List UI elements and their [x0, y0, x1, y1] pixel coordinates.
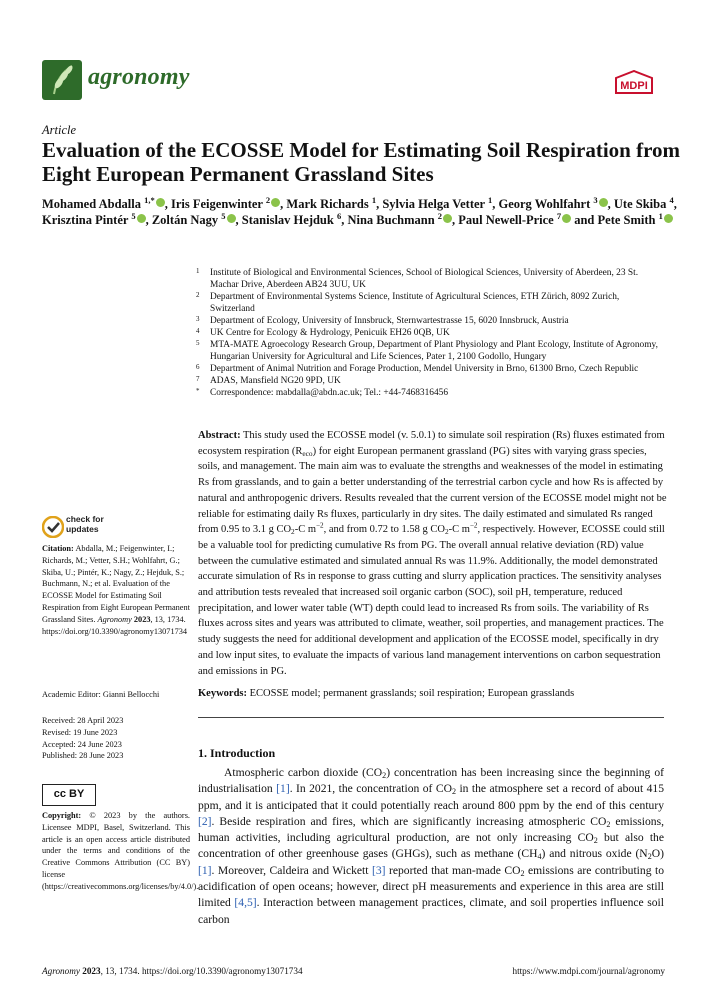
author-name: Georg Wohlfahrt	[498, 197, 591, 211]
date-accepted: Accepted: 24 June 2023	[42, 739, 122, 749]
publication-dates	[42, 715, 190, 762]
author-name: Pete Smith	[597, 213, 656, 227]
author-affiliation-mark: 1	[487, 194, 493, 205]
introduction-text: Atmospheric carbon dioxide $(CO_2)$ concentration has been increasing since the beginning of industrialisation [1]. In 2021, the concentration of $CO_2$ in the atmosphere set a record of about 415 ppm, and it is anticipated that it could potentially reach around 800 ppm by the end of this century [2]. Beside respiration and fires, which are significantly increasing atmospheric $CO_2$ emissions, human activities, including agricultural production, are not only increasing $CO_2$ but also the concentration of other greenhouse gases (GHGs), such as methane $(CH_4)$ and nitrous oxide $(N_2O)$ [1]. Moreover, Caldeira and Wickett [3] reported that man-made $CO_2$ emissions are contributing to acidification of open oceans; however, direct pH measurements and experience in this area are still limited [4,5]. Interaction between management practices, climate, and soil properties influence soil carbon	[198, 766, 665, 926]
section-heading: 1. Introduction	[198, 746, 276, 760]
author-affiliation-mark: 4	[669, 194, 674, 205]
affiliation-number: 7	[196, 375, 200, 383]
affiliation-item	[196, 363, 666, 375]
affiliation-number: 6	[196, 363, 200, 371]
affiliation-number: 3	[196, 315, 200, 323]
authors-and: and	[574, 213, 595, 227]
author-affiliation-mark: 1	[371, 194, 377, 205]
divider	[198, 717, 664, 718]
orcid-icon[interactable]	[271, 198, 280, 207]
check-for-updates-icon[interactable]	[42, 516, 64, 538]
author-name: Mark Richards	[286, 197, 369, 211]
abstract: Abstract: This study used the ECOSSE model (v. 5.0.1) to simulate soil respiration (Rs) fluxes estimated from ecosystem respiration $(R_{eco})$ for eight European permanent grassland (PG) sites with varying grass species, soils, and management. The main aim was to evaluate the strengths and weaknesses of the model in estimating Rs from grasslands, and to gain a better understanding of the terrestrial carbon cycle and how Rs is affected by natural and anthropogenic drivers. Results revealed that the current version of the ECOSSE model might not be reliable for estimating daily Rs fluxes, particularly in dry sites. The daily estimated and simulated Rs ranged from 0.95 to 3.1 g $CO_2-C$ $m^{-2}$, and from 0.72 to 1.58 g $CO_2-C$ $m^{-2}$, respectively. However, ECOSSE could still be a valuable tool for predicting cumulative Rs from PG. The overall annual relative deviation (RD) value between the cumulative estimated and simulated annual Rs was 11.9%. Additionally, the model demonstrated accurate simulation of Rs in response to grass cutting and slurry application practices. The sensitivity analyses and attribution tests revealed that increased soil organic carbon (SOC), soil pH, temperature, reduced precipitation, and lower water table (WT) depth could lead to increased Rs from soils. The variability of Rs fluxes across sites and years was attributed to climate, weather, soil properties, and management practices. The study suggests the need for additional development and application of the ECOSSE model, specifically in dry and low input sites, to evaluate the impacts of various land management interventions on carbon sequestration and emissions in PG.	[198, 430, 667, 677]
author-affiliation-mark: 3	[593, 194, 598, 205]
mdpi-logo-text: MDPI	[620, 80, 648, 92]
author-name: Nina Buchmann	[347, 213, 435, 227]
author-list: Mohamed Abdalla $^{1,*}$ , Iris Feigenwinter $^2$ , Mark Richards $^1$, Sylvia Helga Vetter $^1$, Georg Wohlfahrt $^3$ , Ute Skiba $^4$, Krisztina Pintér $^5$ , Zoltán Nagy $^5$ , Stanislav Hejduk $^6$, Nina Buchmann $^2$ , Paul Newell-Price $^7$ and Pete Smith $^1$	[42, 194, 677, 227]
affiliation-item	[196, 387, 666, 399]
affiliation-text: Correspondence: mabdalla@abdn.ac.uk; Tel.: +44-7468316456	[210, 388, 449, 398]
orcid-icon[interactable]	[443, 214, 452, 223]
cc-by-license-icon[interactable]: cc BY	[42, 784, 96, 806]
orcid-icon[interactable]	[137, 214, 146, 223]
affiliation-item	[196, 315, 666, 327]
article-type: Article	[42, 123, 77, 137]
mdpi-logo-icon	[612, 70, 656, 96]
author-name: Iris Feigenwinter	[170, 197, 263, 211]
orcid-icon[interactable]	[156, 198, 165, 207]
affiliation-item	[196, 375, 666, 387]
orcid-icon[interactable]	[227, 214, 236, 223]
affiliation-number: 2	[196, 291, 200, 299]
author-affiliation-mark: 2	[437, 210, 443, 221]
affiliation-number: 1	[196, 267, 200, 275]
keywords-text: ECOSSE model; permanent grasslands; soil respiration; European grasslands	[249, 688, 575, 699]
copyright-notice: Copyright: © 2023 by the authors. Licensee MDPI, Basel, Switzerland. This article is an open access article distributed under the terms and conditions of the Creative Commons Attribution (CC BY) license (https://creativecommons.org/licenses/by/4.0/).	[42, 811, 199, 891]
affiliation-number: *	[196, 387, 200, 395]
author-name: Stanislav Hejduk	[241, 213, 334, 227]
agronomy-logo-icon	[42, 60, 82, 100]
academic-editor: Academic Editor: Gianni Bellocchi	[42, 690, 160, 699]
citation-link[interactable]: [1]	[276, 782, 290, 796]
affiliation-number: 5	[196, 339, 200, 347]
affiliation-item	[196, 291, 666, 315]
author-affiliation-mark: 7	[556, 210, 562, 221]
keywords-label: Keywords:	[198, 688, 247, 699]
affiliation-text: ADAS, Mansfield NG20 9PD, UK	[210, 376, 341, 386]
journal-name: agronomy	[88, 64, 190, 90]
affiliation-item	[196, 267, 666, 291]
date-published: Published: 28 June 2023	[42, 751, 124, 761]
author-affiliation-mark: 1	[658, 210, 663, 221]
author-affiliation-mark: 5	[221, 210, 226, 221]
citation-link[interactable]: [4,5]	[234, 896, 257, 910]
affiliation-text: Institute of Biological and Environmental Sciences, School of Biological Sciences, University of Aberdeen, 23 St. Machar Drive, Aberdeen AB24 3UU, UK	[210, 268, 639, 290]
author-name: Mohamed Abdalla	[42, 197, 141, 211]
orcid-icon[interactable]	[599, 198, 608, 207]
orcid-icon[interactable]	[562, 214, 571, 223]
author-affiliation-mark: 1,*	[144, 194, 155, 205]
author-affiliation-mark: 6	[336, 210, 342, 221]
affiliation-number: 4	[196, 327, 200, 335]
citation-link[interactable]: [2]	[198, 814, 212, 828]
abstract-label: Abstract:	[198, 430, 241, 441]
author-name: Krisztina Pintér	[42, 213, 129, 227]
citation-link[interactable]: [1]	[198, 863, 212, 877]
footer-citation: Agronomy 2023, 13, 1734. https://doi.org/10.3390/agronomy13071734	[42, 966, 303, 976]
author-name: Ute Skiba	[613, 197, 667, 211]
affiliation-text: Department of Animal Nutrition and Forage Production, Mendel University in Brno, 61300 Brno, Czech Republic	[210, 364, 639, 374]
date-received: Received: 28 April 2023	[42, 716, 124, 725]
paper-title: Evaluation of the ECOSSE Model for Estimating Soil Respiration from Eight European Permanent Grassland Sites	[42, 138, 681, 186]
affiliation-list	[196, 267, 666, 399]
affiliation-item	[196, 327, 666, 339]
affiliation-text: Department of Ecology, University of Innsbruck, Sternwartestrasse 15, 6020 Innsbruck, Austria	[210, 316, 569, 326]
affiliation-text: UK Centre for Ecology & Hydrology, Penicuik EH26 0QB, UK	[210, 328, 450, 338]
author-name: Zoltán Nagy	[151, 213, 219, 227]
author-affiliation-mark: 2	[265, 194, 271, 205]
citation-link[interactable]: [3]	[371, 863, 386, 877]
affiliation-item	[196, 339, 666, 363]
affiliation-text: Department of Environmental Systems Science, Institute of Agricultural Sciences, ETH Zürich, 8092 Zurich, Switzerland	[210, 292, 620, 314]
check-for-updates-label[interactable]: check for updates	[66, 514, 104, 534]
author-affiliation-mark: 5	[131, 210, 136, 221]
footer-journal-url[interactable]: https://www.mdpi.com/journal/agronomy	[512, 966, 665, 976]
orcid-icon[interactable]	[664, 214, 673, 223]
author-name: Sylvia Helga Vetter	[382, 197, 485, 211]
affiliation-text: MTA-MATE Agroecology Research Group, Department of Plant Physiology and Plant Ecology, Institute of Agronomy, Hungarian University for Agricultural and Life Sciences, Pater 1, 2100 Godollo, Hungary	[210, 340, 658, 362]
author-name: Paul Newell-Price	[458, 213, 554, 227]
date-revised: Revised: 19 June 2023	[42, 727, 118, 737]
keywords	[198, 686, 668, 701]
citation-block: Citation: Abdalla, M.; Feigenwinter, I.; Richards, M.; Vetter, S.H.; Wohlfahrt, G.; Skiba, U.; Pintér, K.; Nagy, Z.; Hejduk, S.; Buchmann, N.; et al. Evaluation of the ECOSSE Model for Estimating Soil Respiration from Eight European Permanent Grassland Sites. Agronomy 2023, 13, 1734. https://doi.org/10.3390/agronomy13071734	[42, 544, 190, 636]
